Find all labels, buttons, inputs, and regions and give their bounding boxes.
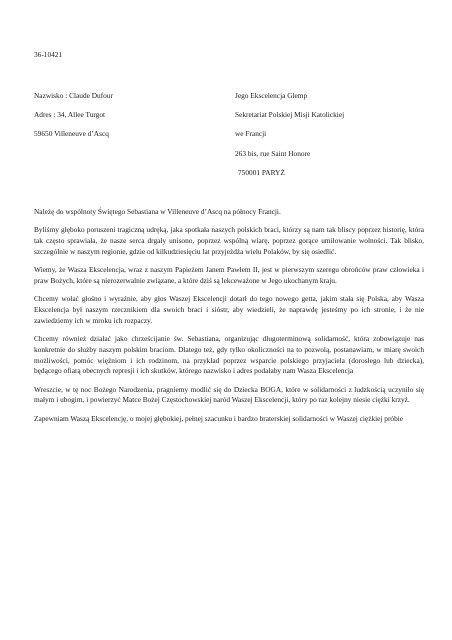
paragraph: Wiemy, że Wasza Ekscelencja, wraz z naszym Papieżem Janem Pawłem II, jest w pierwszym szeregu obrońców praw człowieka i praw Bożych, które są nierozerwalnie związane, a które dziś są lekceważone w Jego ukochanym kraju. bbox=[34, 265, 424, 286]
recipient-line: 263 bis, rue Saint Honore bbox=[235, 148, 311, 158]
recipient-line: Sekretariat Polskiej Misji Katolickiej bbox=[235, 110, 345, 120]
paragraph: Chcemy również działać jako chrześcijanie św. Sebastiana, organizując długoterminową solidarność, która zobowiązuje nas konkretnie do służby naszym polskim braciom. Dlatego też, gdy tylko okoliczności na to pozwolą, postanawiam, w miarę swoich możliwości, pomóc więźniom i ich rodzinom, na przykład poprzez wsparcie polskiego przyjaciela (dorosłego lub dziecka), będącego ofiarą obecnych represji i ich skutków, którego nazwisko i adres podałaby nam Wasza Ekscelencja bbox=[34, 334, 424, 376]
recipient-line: we Francji bbox=[235, 129, 267, 139]
sender-street: Adres : 34, Allee Turgot bbox=[34, 110, 106, 120]
letter-body bbox=[34, 207, 424, 424]
paragraph: Wreszcie, w tę noc Bożego Narodzenia, pragniemy modlić się do Dziecka BOGA, które w solidarności z ludzkością uczyniło się małym i ubogim, i powierzyć Matce Bożej Częstochowskiej naród Waszej Ekscelencji, który po raz kolejny niesie ciężki krzyż. bbox=[34, 384, 424, 405]
paragraph: Należę do wspólnoty Świętego Sebastiana w Villeneuve d’Ascq na północy Francji. bbox=[34, 207, 281, 217]
recipient-address bbox=[235, 91, 424, 187]
sender-address bbox=[34, 91, 235, 187]
recipient-line: Jego Ekscelencja Glemp bbox=[235, 90, 308, 100]
address-block bbox=[34, 91, 424, 187]
reference-number: 36-10421 bbox=[34, 50, 63, 59]
paragraph: Byliśmy głęboko poruszeni tragiczną udręką, jaka spotkała naszych polskich braci, którzy są nam tak bliscy poprzez historię, która tak często sprawiała, że nasze serca drgały unisono, poprzez wspólną wiarę, poprzez gorące umiłowanie wolności. Tak blisko, szczególnie w naszym regionie, gdzie od kilkudziesięciu lat przyjeżdża wielu Polaków, by się osiedlić. bbox=[34, 225, 424, 257]
sender-name: Nazwisko : Claude Dufour bbox=[34, 90, 113, 100]
recipient-line: 750001 PARYŻ bbox=[238, 167, 285, 177]
paragraph: Chcemy wołać głośno i wyraźnie, aby głos Waszej Ekscelencji dotarł do tego nowego getta, jakim stała się Polska, aby Wasza Ekscelencja był naszym rzecznikiem dla swoich braci i sióstr, aby wiedzieli, że naprawdę jesteśmy po ich stronie, i że nie zawiedziemy ich w mroku ich rozpaczy. bbox=[34, 294, 424, 325]
paragraph: Zapewniam Waszą Ekscelencję, o mojej głębokiej, pełnej szacunku i bardzo braterskiej solidarności w Waszej ciężkiej próbie bbox=[34, 413, 404, 423]
sender-city: 59650 Villeneuve d’Ascq bbox=[34, 129, 109, 139]
